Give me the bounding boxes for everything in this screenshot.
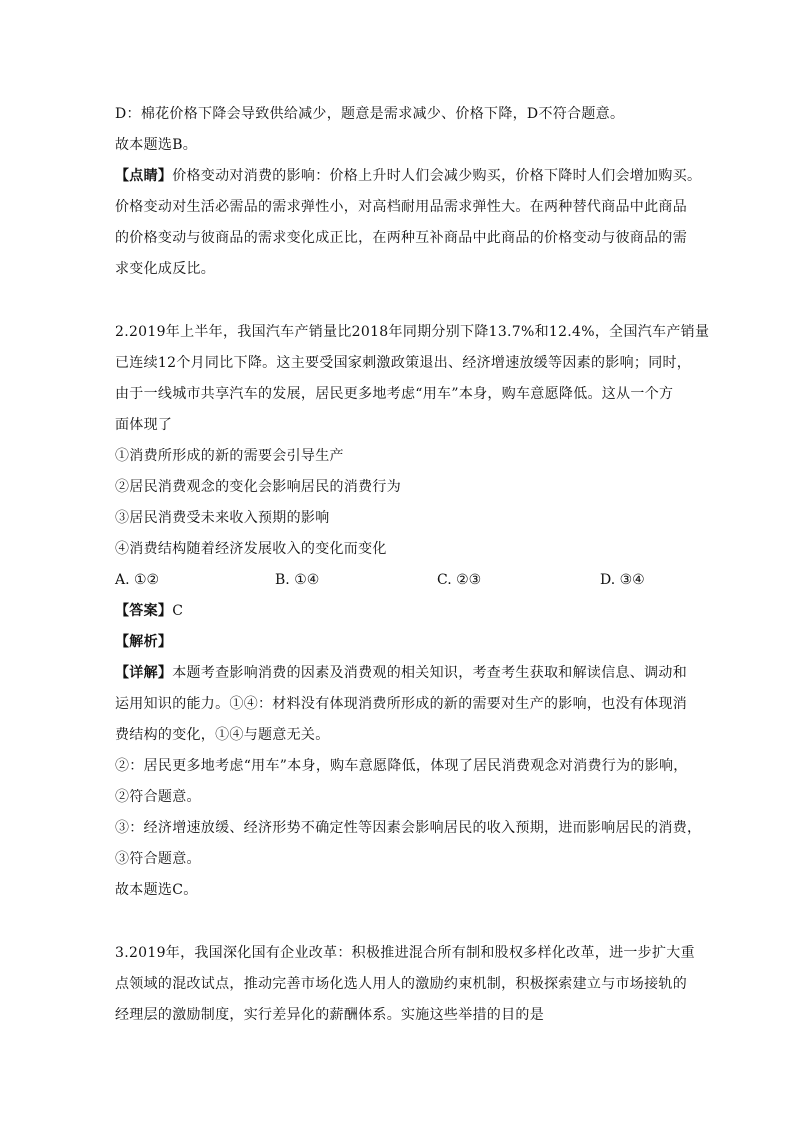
dianjing-tag: 【点睛】: [115, 168, 173, 184]
conclusion-line: 故本题选B。: [115, 137, 198, 153]
paragraph-line: 的价格变动与彼商品的需求变化成正比，在两种互补商品中此商品的价格变动与彼商品的需: [115, 230, 687, 246]
detail-line: 运用知识的能力。①④：材料没有体现消费所形成的新的需要对生产的影响，也没有体现消: [115, 696, 687, 712]
detail-line: ②：居民更多地考虑“用车”本身，购车意愿降低，体现了居民消费观念对消费行为的影响，: [115, 758, 688, 774]
detail-line: [115, 663, 687, 683]
paragraph-line: 求变化成反比。: [115, 261, 216, 277]
conclusion-line: 故本题选C。: [115, 882, 198, 898]
answer-tag: 【答案】: [115, 603, 173, 619]
statement-4: ④消费结构随着经济发展收入的变化而变化: [115, 541, 387, 557]
option-d: D. ③④: [600, 572, 645, 588]
analysis-tag: 【解析】: [115, 634, 173, 650]
paragraph-line: 价格变动对生活必需品的需求弹性小，对高档耐用品需求弹性大。在两种替代商品中此商品: [115, 199, 687, 215]
option-a: A. ①②: [115, 572, 160, 588]
question-3-stem: 3.2019年，我国深化国有企业改革：积极推进混合所有制和股权多样化改革，进一步扩大重: [115, 945, 695, 961]
explanation-line: D：棉花价格下降会导致供给减少，题意是需求减少、价格下降，D不符合题意。: [115, 106, 625, 122]
answer-value: C: [172, 603, 184, 619]
dianjing-text: 价格变动对消费的影响：价格上升时人们会减少购买，价格下降时人们会增加购买。: [172, 168, 702, 184]
detail-line: 费结构的变化，①④与题意无关。: [115, 727, 330, 743]
detail-line: ②符合题意。: [115, 789, 201, 805]
question-2-stem: 由于一线城市共享汽车的发展，居民更多地考虑“用车”本身，购车意愿降低。这从一个方: [115, 386, 674, 402]
detail-tag: 【详解】: [115, 665, 173, 681]
answer-line: [115, 601, 183, 621]
statement-3: ③居民消费受未来收入预期的影响: [115, 510, 330, 526]
question-3-stem: 经理层的激励制度，实行差异化的薪酬体系。实施这些举措的目的是: [115, 1007, 544, 1023]
statement-1: ①消费所形成的新的需要会引导生产: [115, 448, 344, 464]
question-2-stem: 2.2019年上半年，我国汽车产销量比2018年同期分别下降13.7%和12.4%，全国汽车产销量: [115, 324, 710, 340]
question-2-stem: 已连续12个月同比下降。这主要受国家刺激政策退出、经济增速放缓等因素的影响；同时，: [115, 355, 692, 371]
detail-line: ③：经济增速放缓、经济形势不确定性等因素会影响居民的收入预期，进而影响居民的消费，: [115, 820, 702, 836]
question-2-stem: 面体现了: [115, 417, 173, 433]
option-b: B. ①④: [275, 572, 320, 588]
statement-2: ②居民消费观念的变化会影响居民的消费行为: [115, 479, 401, 495]
dianjing-line: [115, 166, 701, 186]
detail-line: ③符合题意。: [115, 851, 201, 867]
option-c: C. ②③: [437, 572, 482, 588]
detail-text: 本题考查影响消费的因素及消费观的相关知识，考查考生获取和解读信息、调动和: [172, 665, 688, 681]
question-3-stem: 点领域的混改试点，推动完善市场化选人用人的激励约束机制，积极探索建立与市场接轨的: [115, 976, 687, 992]
